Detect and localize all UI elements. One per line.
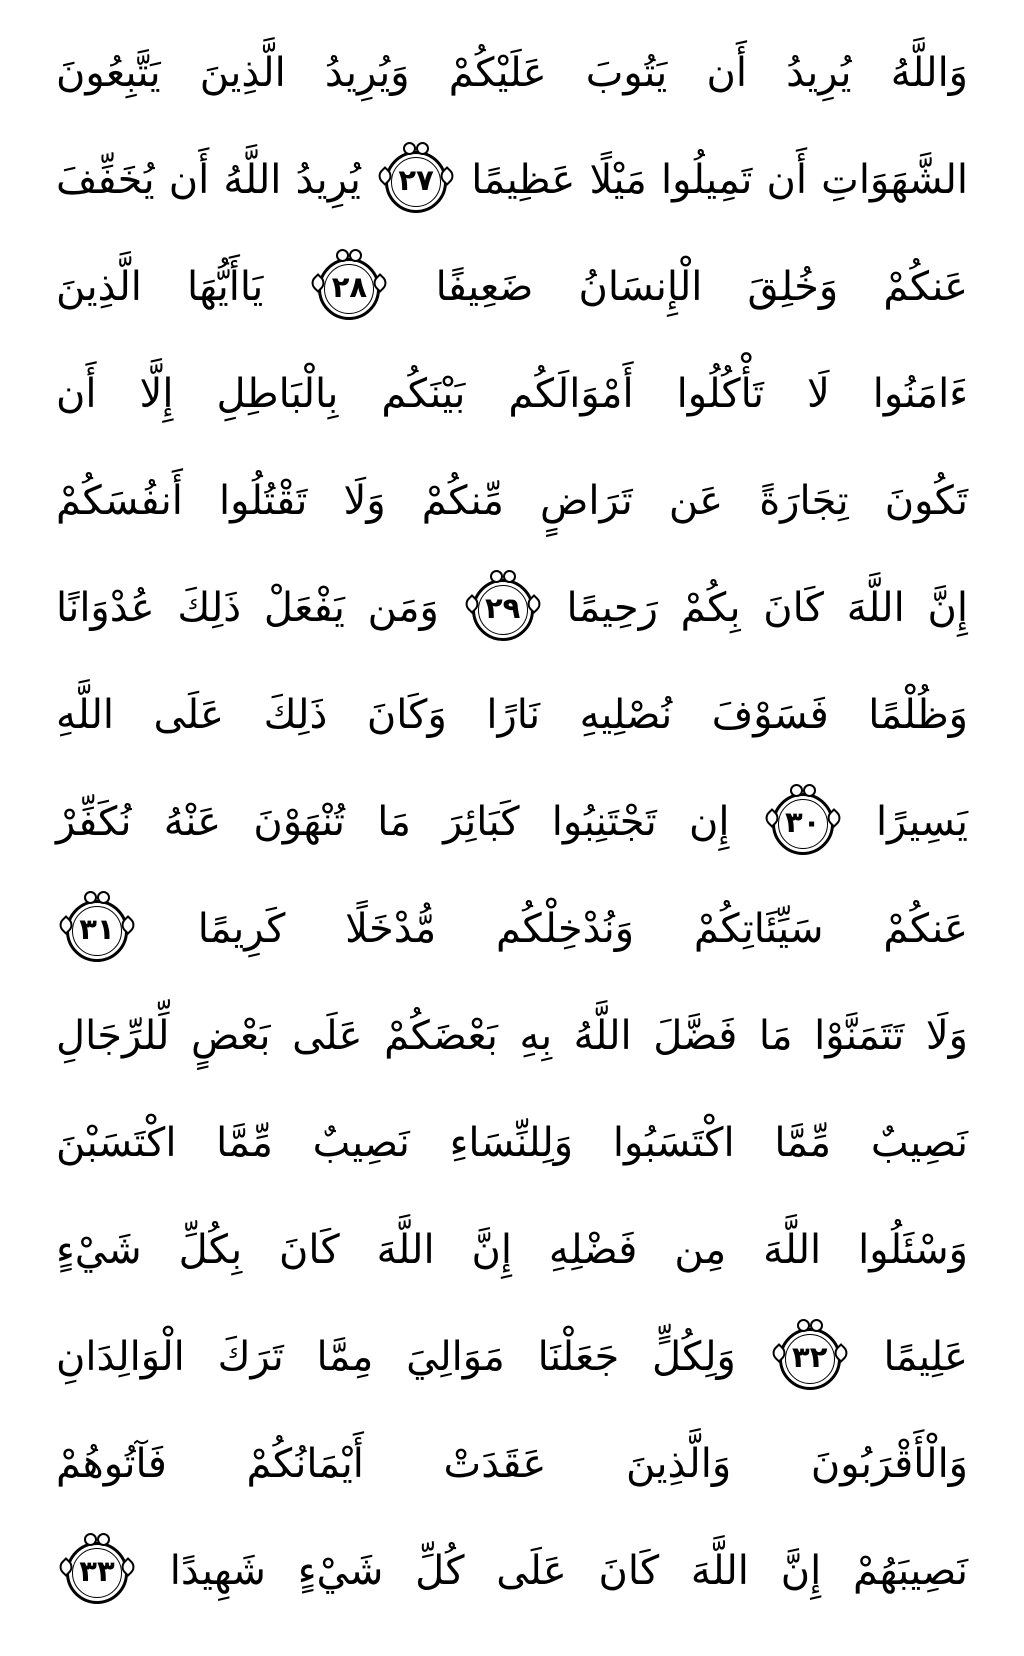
ayah-text: وَمَن يَفْعَلْ ذَلِكَ عُدْوَانًا	[56, 585, 439, 631]
mushaf-line-8	[56, 769, 968, 876]
ayah-text: وَاللَّهُ يُرِيدُ أَن يَتُوبَ عَلَيْكُمْ وَيُرِيدُ الَّذِينَ يَتَّبِعُونَ	[56, 50, 968, 96]
verse-end-marker	[472, 579, 534, 641]
ayah-text: إِنَّ اللَّهَ كَانَ بِكُمْ رَحِيمًا	[566, 585, 968, 631]
marker-crown-ornament	[84, 891, 110, 904]
verse-end-marker	[385, 151, 447, 213]
verse-number: ٣٣	[79, 1553, 115, 1588]
ayah-text: وَلِكُلٍّ جَعَلْنَا مَوَالِيَ مِمَّا تَرَكَ الْوَالِدَانِ	[56, 1334, 736, 1380]
mushaf-line-12	[56, 1197, 968, 1304]
marker-crown-ornament	[84, 1533, 110, 1546]
marker-crown-ornament	[490, 570, 516, 583]
verse-number: ٢٩	[484, 590, 521, 625]
verse-number: ٣٠	[785, 804, 821, 839]
marker-crown-ornament	[336, 249, 362, 262]
ayah-text: ءَامَنُوا لَا تَأْكُلُوا أَمْوَالَكُم بَيْنَكُم بِالْبَاطِلِ إِلَّا أَن	[56, 371, 968, 417]
mushaf-line-7	[56, 662, 968, 769]
verse-end-marker	[318, 258, 380, 320]
ayah-text: وَسْئَلُوا اللَّهَ مِن فَضْلِهِ إِنَّ اللَّهَ كَانَ بِكُلِّ شَيْءٍ	[56, 1227, 968, 1273]
verse-number: ٣١	[79, 911, 115, 946]
ayah-text: نَصِيبَهُمْ إِنَّ اللَّهَ كَانَ عَلَى كُلِّ شَيْءٍ شَهِيدًا	[169, 1548, 969, 1594]
mushaf-line-2	[56, 127, 968, 234]
ayah-text: نَصِيبٌ مِّمَّا اكْتَسَبُوا وَلِلنِّسَاءِ نَصِيبٌ مِّمَّا اكْتَسَبْنَ	[56, 1120, 968, 1166]
marker-crown-ornament	[403, 142, 429, 155]
mushaf-line-6	[56, 555, 968, 662]
mushaf-line-1	[56, 20, 968, 127]
verse-end-marker	[772, 793, 834, 855]
mushaf-line-15	[56, 1518, 968, 1625]
mushaf-line-13	[56, 1304, 968, 1411]
ayah-text: يَاأَيُّهَا الَّذِينَ	[56, 264, 264, 310]
mushaf-line-9	[56, 876, 968, 983]
verse-number: ٢٧	[398, 162, 434, 197]
ayah-text: يُرِيدُ اللَّهُ أَن يُخَفِّفَ	[56, 157, 361, 203]
ayah-text: يَسِيرًا	[875, 799, 969, 845]
mushaf-line-14	[56, 1411, 968, 1518]
mushaf-line-11	[56, 1090, 968, 1197]
mushaf-line-10	[56, 983, 968, 1090]
marker-crown-ornament	[790, 784, 816, 797]
mushaf-line-5	[56, 448, 968, 555]
ayah-text: عَنكُمْ سَيِّئَاتِكُمْ وَنُدْخِلْكُم مُّدْخَلًا كَرِيمًا	[197, 906, 968, 952]
verse-end-marker	[66, 900, 128, 962]
ayah-text: وَظُلْمًا فَسَوْفَ نُصْلِيهِ نَارًا وَكَانَ ذَلِكَ عَلَى اللَّهِ	[56, 692, 968, 738]
mushaf-line-3	[56, 234, 968, 341]
verse-number: ٣٢	[792, 1339, 828, 1374]
mushaf-line-4	[56, 341, 968, 448]
ayah-text: إِن تَجْتَنِبُوا كَبَائِرَ مَا تُنْهَوْنَ عَنْهُ نُكَفِّرْ	[56, 799, 730, 845]
ayah-text: الشَّهَوَاتِ أَن تَمِيلُوا مَيْلًا عَظِيمًا	[471, 157, 969, 203]
marker-crown-ornament	[797, 1319, 823, 1332]
ayah-text: وَلَا تَتَمَنَّوْا مَا فَضَّلَ اللَّهُ بِهِ بَعْضَكُمْ عَلَى بَعْضٍ لِّلرِّجَالِ	[56, 1013, 968, 1059]
ayah-text: وَالْأَقْرَبُونَ وَالَّذِينَ عَقَدَتْ أَيْمَانُكُمْ فَآتُوهُمْ	[56, 1441, 968, 1487]
verse-number: ٢٨	[331, 269, 368, 304]
ayah-text: عَلِيمًا	[883, 1334, 969, 1380]
ayah-text: تَكُونَ تِجَارَةً عَن تَرَاضٍ مِّنكُمْ وَلَا تَقْتُلُوا أَنفُسَكُمْ	[56, 478, 968, 524]
verse-end-marker	[66, 1542, 128, 1604]
ayah-text: عَنكُمْ وَخُلِقَ الْإِنسَانُ ضَعِيفًا	[435, 264, 969, 310]
verse-end-marker	[779, 1328, 841, 1390]
